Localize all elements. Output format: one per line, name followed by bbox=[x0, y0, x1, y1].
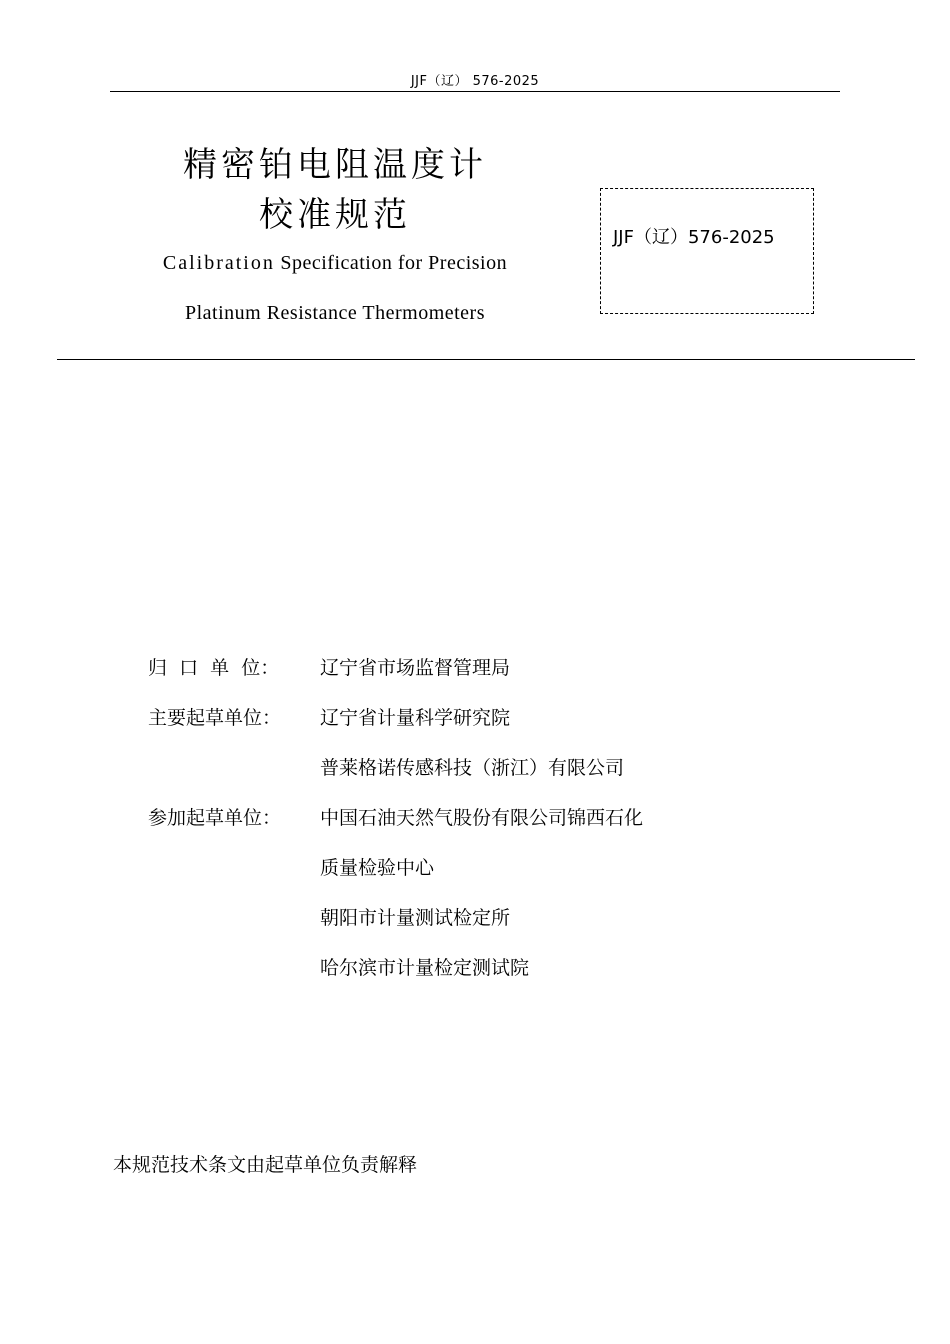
unit-row-authority bbox=[148, 641, 848, 691]
title-zh-line1: 精密铂电阻温度计 bbox=[183, 145, 487, 185]
main-drafter-label: 主要起草单位： bbox=[148, 706, 282, 729]
code-box-text: JJF（辽）576-2025 bbox=[613, 227, 775, 248]
participant-value: 哈尔滨市计量检定测试院 bbox=[320, 956, 530, 979]
main-drafter-value: 普莱格诺传感科技（浙江）有限公司 bbox=[320, 756, 625, 779]
unit-row-main-drafter bbox=[148, 691, 848, 741]
unit-row-participant bbox=[148, 891, 848, 941]
header-rule bbox=[110, 91, 840, 92]
unit-row-participant bbox=[148, 941, 848, 991]
title-en-line2: Platinum Resistance Thermometers bbox=[184, 302, 485, 324]
code-box bbox=[600, 188, 814, 314]
interpretation-note: 本规范技术条文由起草单位负责解释 bbox=[113, 1154, 418, 1176]
participant-value: 朝阳市计量测试检定所 bbox=[320, 906, 511, 929]
unit-row-participant bbox=[148, 841, 848, 891]
title-en-line1-part-a: Calibration bbox=[162, 252, 275, 274]
title-block bbox=[100, 140, 570, 328]
drafting-units bbox=[148, 641, 848, 991]
title-en-line1-part-b: Specification for Precision bbox=[274, 252, 508, 274]
authority-label: 归 口 单 位： bbox=[148, 656, 280, 679]
participant-value: 中国石油天然气股份有限公司锦西石化 bbox=[320, 806, 644, 829]
unit-row-participant bbox=[148, 791, 848, 841]
unit-row-main-drafter bbox=[148, 741, 848, 791]
main-drafter-value: 辽宁省计量科学研究院 bbox=[320, 706, 511, 729]
running-header: JJF（辽） 576-2025 bbox=[410, 74, 540, 89]
participant-label: 参加起草单位： bbox=[148, 806, 282, 829]
title-zh-line2: 校准规范 bbox=[259, 195, 411, 235]
title-en-line1 bbox=[100, 248, 570, 278]
participant-value: 质量检验中心 bbox=[320, 856, 435, 879]
authority-value: 辽宁省市场监督管理局 bbox=[320, 656, 511, 679]
title-rule bbox=[57, 359, 915, 360]
